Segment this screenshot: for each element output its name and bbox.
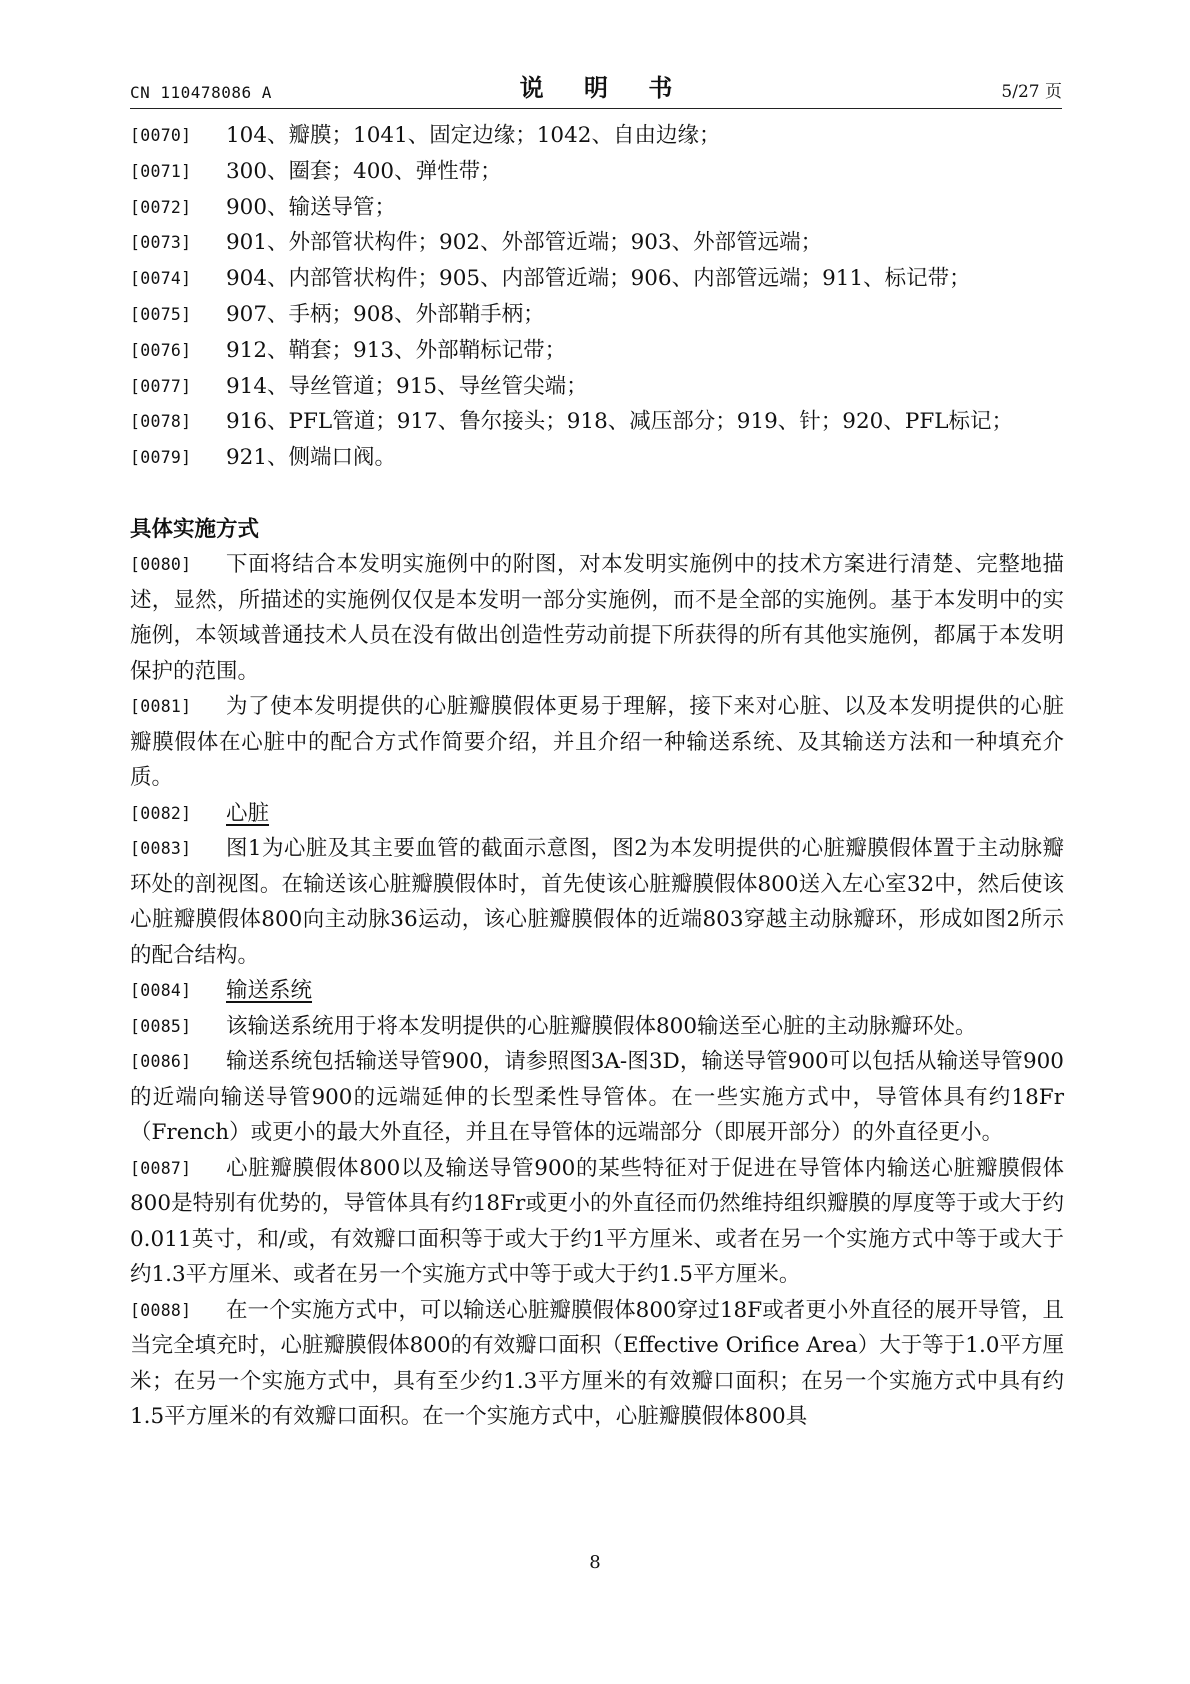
paragraph-text: 为了使本发明提供的心脏瓣膜假体更易于理解，接下来对心脏、以及本发明提供的心脏瓣膜假体在心脏中的配合方式作简要介绍，并且介绍一种输送系统、及其输送方法和一种填充介质。	[130, 694, 1064, 791]
paragraph	[130, 1151, 1064, 1293]
list-item	[130, 297, 1064, 333]
paragraph	[130, 973, 1064, 1009]
list-item-text: 916、PFL管道；917、鲁尔接头；918、减压部分；919、针；920、PFL标记；	[226, 409, 1014, 435]
paragraph-number: [0081]	[130, 697, 192, 717]
paragraph	[130, 796, 1064, 832]
list-item	[130, 225, 1064, 261]
paragraph	[130, 831, 1064, 973]
paragraph-number: [0086]	[130, 1052, 192, 1072]
list-item	[130, 261, 1064, 297]
page-header	[130, 68, 1062, 109]
document-title: 说 明 书	[519, 74, 689, 102]
paragraph-number: [0079]	[130, 448, 192, 468]
paragraph-text: 图1为心脏及其主要血管的截面示意图，图2为本发明提供的心脏瓣膜假体置于主动脉瓣环处的剖视图。在输送该心脏瓣膜假体时，首先使该心脏瓣膜假体800送入左心室32中，然后使该心脏瓣膜假体800向主动脉36运动，该心脏瓣膜假体的近端803穿越主动脉瓣环，形成如图2所示的配合结构。	[130, 836, 1064, 968]
list-item	[130, 404, 1064, 440]
paragraph-number: [0074]	[130, 269, 192, 289]
document-body	[130, 118, 1064, 1435]
list-item-text: 300、圈套；400、弹性带；	[226, 158, 502, 184]
page-footer	[0, 1552, 1190, 1573]
paragraph-number: [0082]	[130, 803, 192, 823]
list-item-text: 900、输送导管；	[226, 194, 397, 220]
paragraph-number: [0083]	[130, 839, 192, 859]
paragraph	[130, 1044, 1064, 1151]
list-item-text: 904、内部管状构件；905、内部管近端；906、内部管远端；911、标记带；	[226, 266, 971, 292]
page-number: 8	[589, 1552, 601, 1573]
subsection-title: 输送系统	[226, 978, 313, 1004]
paragraph-number: [0071]	[130, 161, 192, 181]
paragraph-number: [0076]	[130, 340, 192, 360]
page-reference: 5/27 页	[1001, 82, 1062, 102]
paragraph-list	[130, 547, 1064, 1435]
paragraph	[130, 547, 1064, 689]
list-item	[130, 190, 1064, 226]
list-item-text: 914、导丝管道；915、导丝管尖端；	[226, 373, 588, 399]
paragraph-number: [0085]	[130, 1016, 192, 1036]
paragraph-text: 输送系统包括输送导管900，请参照图3A-图3D，输送导管900可以包括从输送导管900的近端向输送导管900的远端延伸的长型柔性导管体。在一些实施方式中，导管体具有约18Fr（French）或更小的最大外直径，并且在导管体的远端部分（即展开部分）的外直径更小。	[130, 1049, 1064, 1146]
paragraph-number: [0072]	[130, 197, 192, 217]
paragraph-number: [0078]	[130, 412, 192, 432]
document-number: CN 110478086 A	[130, 83, 272, 102]
section-heading: 具体实施方式	[130, 516, 260, 542]
list-item	[130, 118, 1064, 154]
paragraph-number: [0073]	[130, 233, 192, 253]
subsection-title: 心脏	[226, 800, 270, 826]
list-item	[130, 154, 1064, 190]
paragraph-number: [0087]	[130, 1158, 192, 1178]
list-item	[130, 333, 1064, 369]
paragraph-number: [0075]	[130, 304, 192, 324]
list-item-text: 921、侧端口阀。	[226, 445, 397, 471]
paragraph	[130, 1009, 1064, 1045]
paragraph-number: [0088]	[130, 1300, 192, 1320]
paragraph-number: [0077]	[130, 376, 192, 396]
paragraph	[130, 689, 1064, 796]
reference-list	[130, 118, 1064, 476]
list-item-text: 104、瓣膜；1041、固定边缘；1042、自由边缘；	[226, 123, 721, 148]
list-item	[130, 369, 1064, 405]
paragraph-text: 心脏瓣膜假体800以及输送导管900的某些特征对于促进在导管体内输送心脏瓣膜假体800是特别有优势的，导管体具有约18Fr或更小的外直径而仍然维持组织瓣膜的厚度等于或大于约0.011英寸，和/或，有效瓣口面积等于或大于约1平方厘米、或者在另一个实施方式中等于或大于约1.3平方厘米、或者在另一个实施方式中等于或大于约1.5平方厘米。	[130, 1155, 1064, 1288]
paragraph-text: 在一个实施方式中，可以输送心脏瓣膜假体800穿过18F或者更小外直径的展开导管，且当完全填充时，心脏瓣膜假体800的有效瓣口面积（Effective Orifice Area）大于等于1.0平方厘米；在另一个实施方式中，具有至少约1.3平方厘米的有效瓣口面积；在另一个实施方式中具有约1.5平方厘米的有效瓣口面积。在一个实施方式中，心脏瓣膜假体800具	[130, 1297, 1064, 1430]
paragraph-text: 下面将结合本发明实施例中的附图，对本发明实施例中的技术方案进行清楚、完整地描述，显然，所描述的实施例仅仅是本发明一部分实施例，而不是全部的实施例。基于本发明中的实施例，本领域普通技术人员在没有做出创造性劳动前提下所获得的所有其他实施例，都属于本发明保护的范围。	[130, 552, 1064, 684]
paragraph-number: [0084]	[130, 981, 192, 1001]
paragraph-number: [0080]	[130, 555, 192, 575]
list-item-text: 912、鞘套；913、外部鞘标记带；	[226, 337, 567, 363]
list-item-text: 901、外部管状构件；902、外部管近端；903、外部管远端；	[226, 230, 823, 256]
list-item-text: 907、手柄；908、外部鞘手柄；	[226, 301, 545, 327]
paragraph-text: 该输送系统用于将本发明提供的心脏瓣膜假体800输送至心脏的主动脉瓣环处。	[226, 1013, 977, 1039]
paragraph-number: [0070]	[130, 126, 192, 145]
list-item	[130, 440, 1064, 476]
paragraph	[130, 1293, 1064, 1435]
